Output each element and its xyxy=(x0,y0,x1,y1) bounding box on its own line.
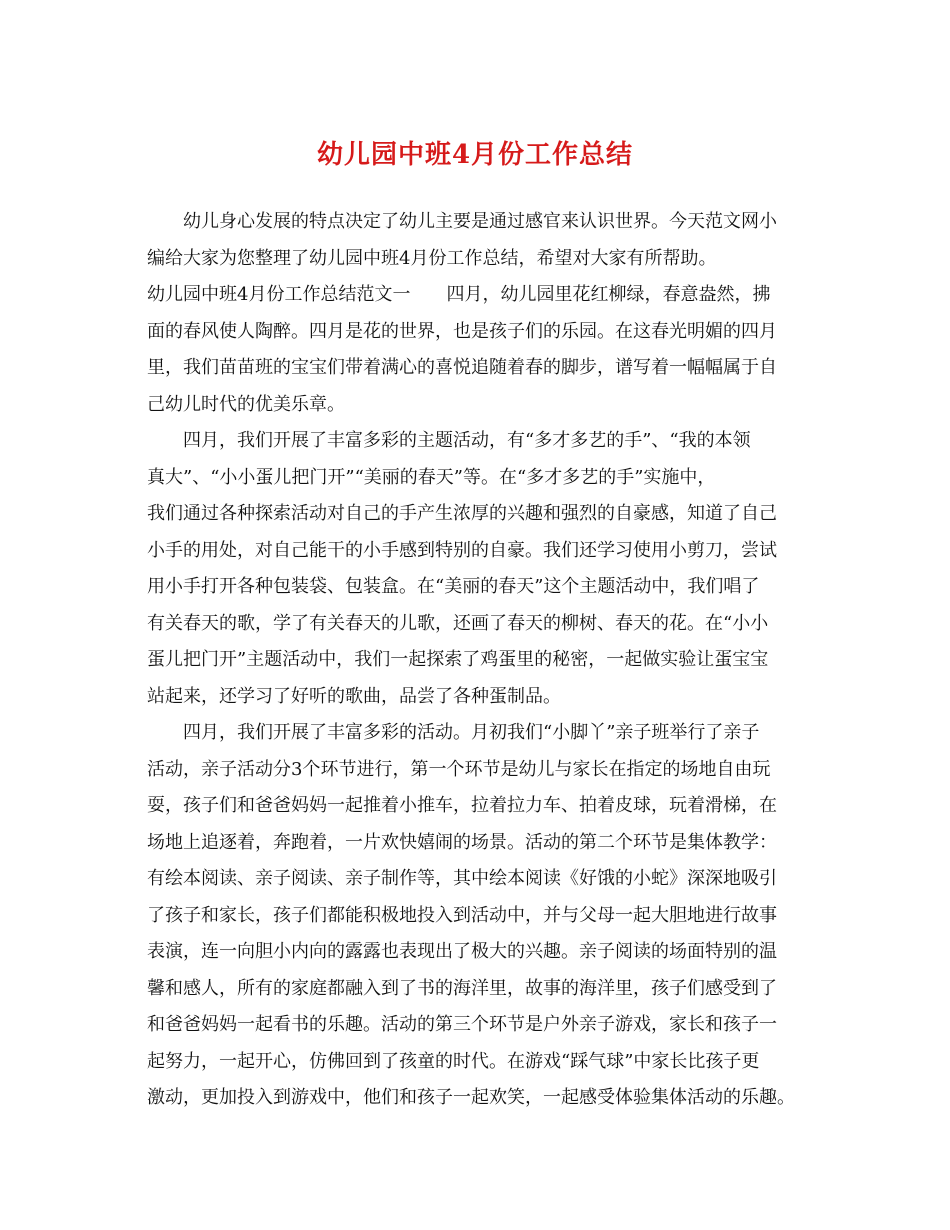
paragraph-line: 四月，我们开展了丰富多彩的主题活动，有“多才多艺的手”、“我的本领 xyxy=(183,430,751,451)
paragraph-line: 起努力，一起开心，仿佛回到了孩童的时代。在游戏“踩气球”中家长比孩子更 xyxy=(147,1050,760,1072)
paragraph-line: 真大”、“小小蛋儿把门开”“美丽的春天”等。在“多才多艺的手”实施中， xyxy=(147,466,716,488)
paragraph-line: 耍，孩子们和爸爸妈妈一起推着小推车，拉着拉力车、拍着皮球，玩着滑梯，在 xyxy=(147,795,777,816)
paragraph-text: 四月，幼儿园里花红柳绿，春意盎然，拂 xyxy=(446,284,771,305)
paragraph-line: 和爸爸妈妈一起看书的乐趣。活动的第三个环节是户外亲子游戏，家长和孩子一 xyxy=(147,1014,777,1035)
paragraph-line: 里，我们苗苗班的宝宝们带着满心的喜悦追随着春的脚步，谱写着一幅幅属于自 xyxy=(147,357,777,378)
paragraph-line xyxy=(147,277,807,314)
paragraph-line: 用小手打开各种包装袋、包装盒。在“美丽的春天”这个主题活动中，我们唱了 xyxy=(147,576,760,597)
paragraph-line: 有绘本阅读、亲子阅读、亲子制作等，其中绘本阅读《好饿的小蛇》深深地吸引 xyxy=(147,868,777,889)
paragraph-line: 有关春天的歌，学了有关春天的儿歌，还画了春天的柳树、春天的花。在“小小 xyxy=(147,612,769,634)
paragraph-line: 馨和感人，所有的家庭都融入到了书的海洋里，故事的海洋里，孩子们感受到了 xyxy=(147,977,777,999)
paragraph-line: 小手的用处，对自己能干的小手感到特别的自豪。我们还学习使用小剪刀，尝试 xyxy=(147,539,777,561)
paragraph-line: 四月，我们开展了丰富多彩的活动。月初我们“小脚丫”亲子班举行了亲子 xyxy=(183,722,760,743)
section-heading: 幼儿园中班4月份工作总结范文一 xyxy=(147,284,411,305)
paragraph-line: 我们通过各种探索活动对自己的手产生浓厚的兴趣和强烈的自豪感，知道了自己 xyxy=(147,503,777,524)
paragraph-line: 面的春风使人陶醉。四月是花的世界，也是孩子们的乐园。在这春光明媚的四月 xyxy=(147,320,777,342)
paragraph-line: 幼儿身心发展的特点决定了幼儿主要是通过感官来认识世界。今天范文网小 xyxy=(183,211,777,232)
paragraph-line: 表演，连一向胆小内向的露露也表现出了极大的兴趣。亲子阅读的场面特别的温 xyxy=(147,941,777,962)
paragraph-line: 活动，亲子活动分3个环节进行，第一个环节是幼儿与家长在指定的场地自由玩 xyxy=(147,758,771,780)
paragraph-line: 激动，更加投入到游戏中，他们和孩子一起欢笑，一起感受体验集体活动的乐趣。 xyxy=(147,1087,795,1108)
paragraph-line: 蛋儿把门开”主题活动中，我们一起探索了鸡蛋里的秘密，一起做实验让蛋宝宝 xyxy=(147,649,769,670)
paragraph-line: 了孩子和家长，孩子们都能积极地投入到活动中，并与父母一起大胆地进行故事 xyxy=(147,904,777,926)
paragraph-line: 己幼儿时代的优美乐章。 xyxy=(147,393,345,415)
document-body xyxy=(147,204,807,1117)
paragraph-line: 场地上追逐着，奔跑着，一片欢快嬉闹的场景。活动的第二个环节是集体教学： xyxy=(147,831,777,853)
paragraph-line: 站起来，还学习了好听的歌曲，品尝了各种蛋制品。 xyxy=(147,685,561,707)
document-title: 幼儿园中班4月份工作总结 xyxy=(316,140,634,170)
paragraph-line: 编给大家为您整理了幼儿园中班4月份工作总结，希望对大家有所帮助。 xyxy=(147,247,717,269)
